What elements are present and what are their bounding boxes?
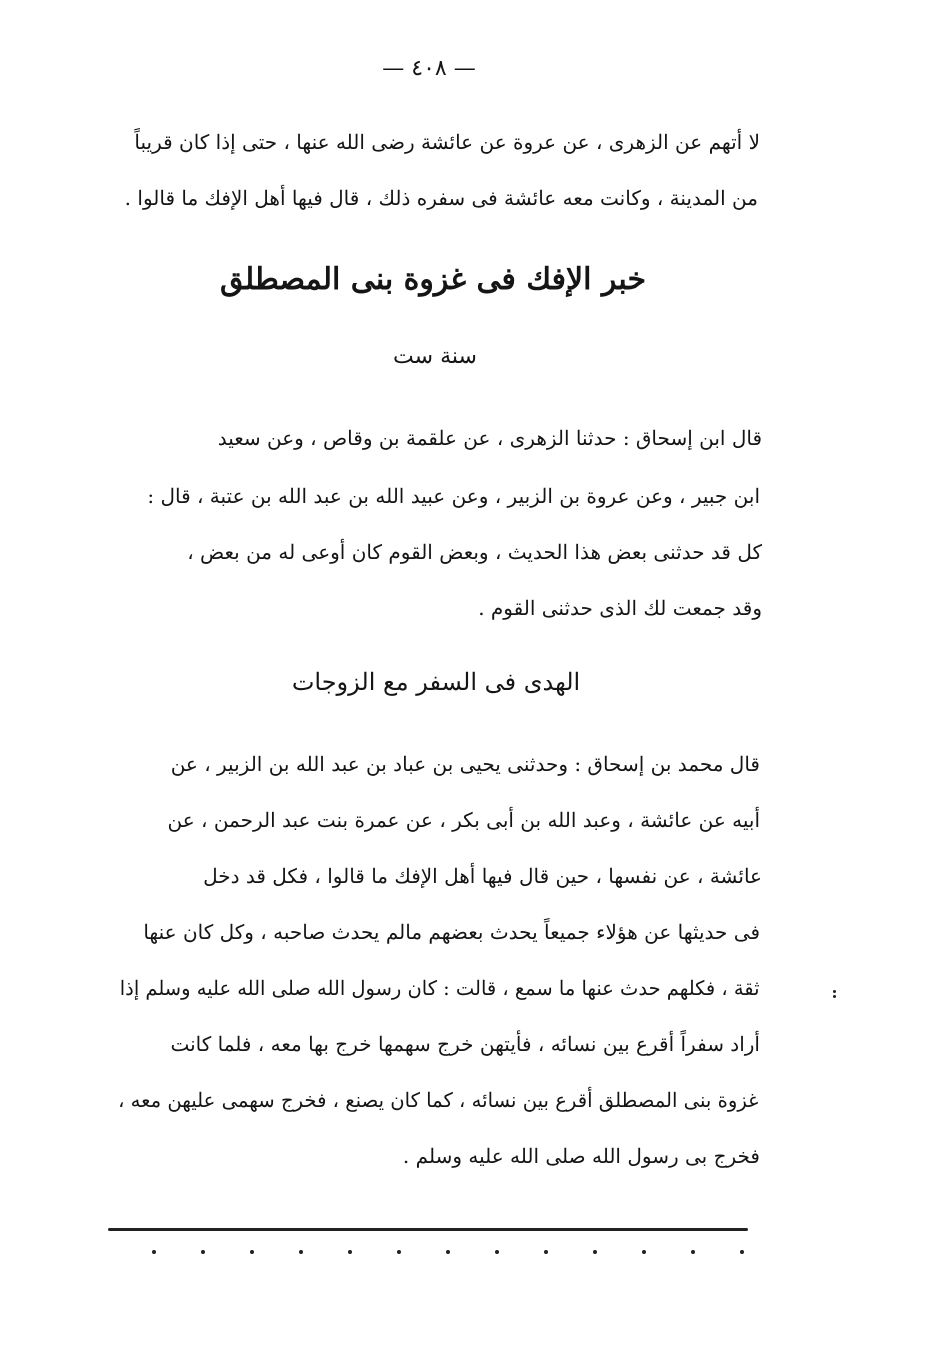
- footer-dots: [140, 1250, 740, 1260]
- intro-line-2: من المدينة ، وكانت معه عائشة فى سفره ذلك ، قال فيها أهل الإفك ما قالوا .: [124, 186, 758, 210]
- footer-dot: [250, 1250, 254, 1254]
- paragraph-line: قال ابن إسحاق : حدثنا الزهرى ، عن علقمة بن وقاص ، وعن سعيد: [217, 426, 762, 450]
- paragraph-line: وقد جمعت لك الذى حدثنى القوم .: [478, 596, 762, 620]
- footer-dot: [544, 1250, 548, 1254]
- section-title-ifk: خبر الإفك فى غزوة بنى المصطلق: [219, 262, 647, 297]
- paragraph-line: غزوة بنى المصطلق أقرع بين نسائه ، كما كان يصنع ، فخرج سهمى عليهن معه ،: [117, 1088, 758, 1112]
- footer-dot: [348, 1250, 352, 1254]
- paragraph-line: قال محمد بن إسحاق : وحدثنى يحيى بن عباد بن عبد الله بن الزبير ، عن: [170, 752, 760, 776]
- paragraph-line: فخرج بى رسول الله صلى الله عليه وسلم .: [402, 1144, 760, 1168]
- margin-speck: [833, 990, 836, 998]
- footer-dot: [397, 1250, 401, 1254]
- footer-dot: [691, 1250, 695, 1254]
- section-subtitle-year: سنة ست: [393, 344, 477, 369]
- footer-dot: [740, 1250, 744, 1254]
- footer-dot: [593, 1250, 597, 1254]
- footer-dot: [299, 1250, 303, 1254]
- section-title-travel: الهدى فى السفر مع الزوجات: [291, 668, 581, 696]
- paragraph-line: أراد سفراً أقرع بين نسائه ، فأيتهن خرج سهمها خرج بها معه ، فلما كانت: [170, 1032, 760, 1056]
- intro-line-1: لا أتهم عن الزهرى ، عن عروة عن عائشة رضى الله عنها ، حتى إذا كان قريباً: [134, 130, 760, 154]
- paragraph-line: فى حديثها عن هؤلاء جميعاً يحدث بعضهم مالم يحدث صاحبه ، وكل كان عنها: [143, 920, 760, 944]
- footer-dot: [642, 1250, 646, 1254]
- footer-dot: [495, 1250, 499, 1254]
- footer-rule: [108, 1228, 748, 1231]
- paragraph-line: أبيه عن عائشة ، وعبد الله بن أبى بكر ، عن عمرة بنت عبد الرحمن ، عن: [167, 808, 760, 832]
- paragraph-line: عائشة ، عن نفسها ، حين قال فيها أهل الإفك ما قالوا ، فكل قد دخل: [203, 864, 762, 888]
- footer-dot: [201, 1250, 205, 1254]
- paragraph-line: ثقة ، فكلهم حدث عنها ما سمع ، قالت : كان رسول الله صلى الله عليه وسلم إذا: [120, 976, 760, 1000]
- paragraph-line: كل قد حدثنى بعض هذا الحديث ، وبعض القوم كان أوعى له من بعض ،: [187, 540, 762, 564]
- footer-dot: [152, 1250, 156, 1254]
- page-number: — ٤٠٨ —: [382, 56, 476, 81]
- footer-dot: [446, 1250, 450, 1254]
- paragraph-line: ابن جبير ، وعن عروة بن الزبير ، وعن عبيد الله بن عبد الله بن عتبة ، قال :: [147, 484, 760, 508]
